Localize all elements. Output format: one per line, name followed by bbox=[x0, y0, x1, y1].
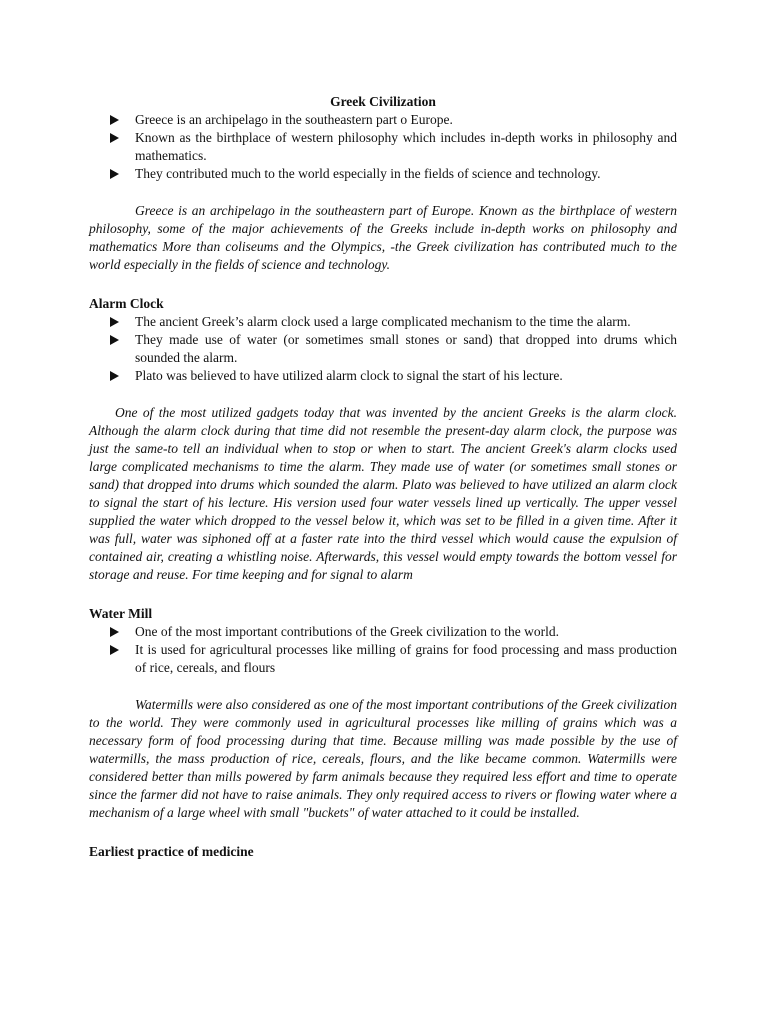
arrow-bullet-icon bbox=[110, 335, 119, 345]
arrow-bullet-icon bbox=[110, 133, 119, 143]
water-mill-bullet-list bbox=[89, 623, 677, 677]
arrow-bullet-icon bbox=[110, 627, 119, 637]
document-page bbox=[89, 93, 677, 861]
medicine-heading: Earliest practice of medicine bbox=[89, 844, 254, 859]
arrow-bullet-icon bbox=[110, 645, 119, 655]
water-mill-bullet-2: It is used for agricultural processes like milling of grains for food processing and mass production of rice, cereals, and flours bbox=[135, 641, 677, 677]
alarm-clock-bullet-3: Plato was believed to have utilized alarm clock to signal the start of his lecture. bbox=[135, 367, 677, 385]
page-title: Greek Civilization bbox=[330, 94, 436, 109]
alarm-clock-bullet-list bbox=[89, 313, 677, 385]
intro-bullet-list bbox=[89, 111, 677, 183]
arrow-bullet-icon bbox=[110, 371, 119, 381]
alarm-clock-bullet-1: The ancient Greek’s alarm clock used a large complicated mechanism to the time the alarm. bbox=[135, 313, 677, 331]
water-mill-paragraph: Watermills were also considered as one of the most important contributions of the Greek civilization to the world. They were commonly used in agricultural processes like milling of grains which was a necessary form of food processing during that time. Because milling was made possible by the use of watermills, the mass production of rice, cereals, flours, and the like became common. Watermills were considered better than mills powered by farm animals because they required less effort and time to operate since the farmer did not have to raise animals. They only required access to rivers or flowing water where a mechanism of a large wheel with small "buckets" of water attached to it could be installed. bbox=[89, 697, 677, 820]
water-mill-heading: Water Mill bbox=[89, 606, 153, 621]
alarm-clock-bullet-2: They made use of water (or sometimes small stones or sand) that dropped into drums which sounded the alarm. bbox=[135, 331, 677, 367]
arrow-bullet-icon bbox=[110, 317, 119, 327]
alarm-clock-paragraph: One of the most utilized gadgets today that was invented by the ancient Greeks is the alarm clock. Although the alarm clock during that time did not resemble the present-day alarm clock, the purpose was just the same-to tell an individual when to stop or when to start. The ancient Greek's alarm clocks used large complicated mechanisms to time the alarm. They made use of water (or sometimes small stones or sand) that dropped into drums which sounded the alarm. Plato was believed to have utilized an alarm clock to signal the start of his lecture. His version used four water vessels lined up vertically. The upper vessel supplied the water which dropped to the vessel below it, which was set to be filled in a given time. After it was full, water was siphoned off at a faster rate into the third vessel which would cause the expulsion of contained air, creating a whistling noise. Afterwards, this vessel would empty towards the bottom vessel for storage and reuse. For time keeping and for signal to alarm bbox=[89, 405, 677, 582]
intro-bullet-1: Greece is an archipelago in the southeastern part o Europe. bbox=[135, 111, 677, 129]
alarm-clock-heading: Alarm Clock bbox=[89, 296, 164, 311]
water-mill-bullet-1: One of the most important contributions of the Greek civilization to the world. bbox=[135, 623, 677, 641]
arrow-bullet-icon bbox=[110, 115, 119, 125]
intro-paragraph: Greece is an archipelago in the southeastern part of Europe. Known as the birthplace of western philosophy, some of the major achievements of the Greeks include in-depth works on philosophy and mathematics More than coliseums and the Olympics, -the Greek civilization has contributed much to the world especially in the fields of science and technology. bbox=[89, 203, 677, 272]
arrow-bullet-icon bbox=[110, 169, 119, 179]
intro-bullet-2: Known as the birthplace of western philosophy which includes in-depth works in philosophy and mathematics. bbox=[135, 129, 677, 165]
intro-bullet-3: They contributed much to the world especially in the fields of science and technology. bbox=[135, 165, 677, 183]
